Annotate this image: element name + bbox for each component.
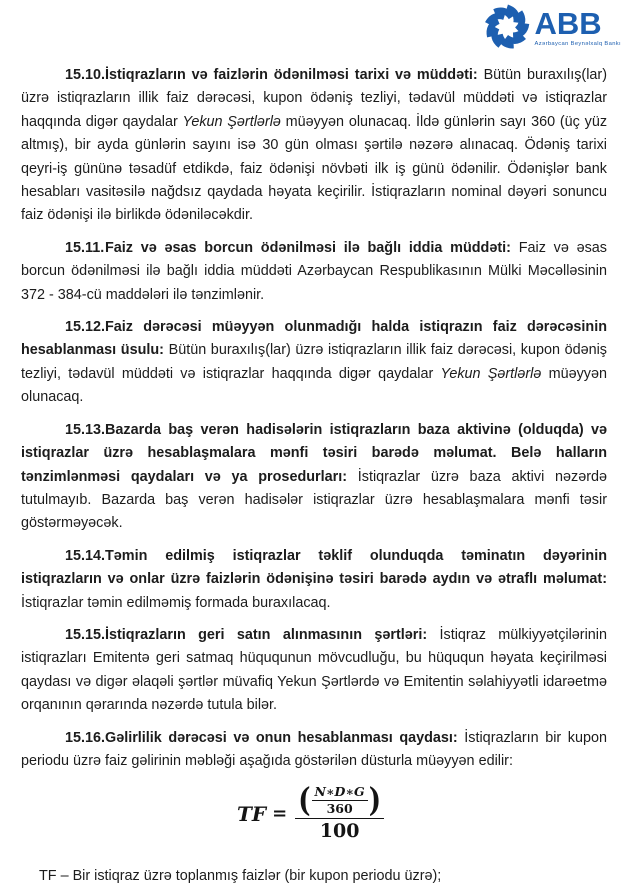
- open-paren: (: [298, 782, 311, 820]
- paragraph-text: İstiqrazların bir kupon periodu üzrə faiz gəlirinin məbləği aşağıda göstərilən düsturla müəyyən edilir:: [21, 729, 607, 769]
- logo-text-block: [535, 2, 621, 48]
- paragraph-15-13: [21, 419, 607, 536]
- formula-outer-fraction: [295, 782, 384, 843]
- paragraph-number: 15.13.: [65, 421, 106, 438]
- paragraph-text: Faiz və əsas borcun ödənilməsi ilə bağlı iddia müddəti Azərbaycan Respublikasının Mülki Məcəlləsinin 372 - 384-cü maddələri ilə tənzimlənir.: [21, 239, 608, 303]
- paragraph-heading: Təmin edilmiş istiqrazlar təklif olunduqda təminatın dəyərinin istiqrazların və onlar üzrə faizlərin ödənişinə təsiri barədə aydın və ətraflı məlumat:: [21, 547, 607, 588]
- formula-equals-sign: =: [272, 803, 288, 825]
- paragraph-text: Bütün buraxılış(lar) üzrə istiqrazların illik faiz dərəcəsi, kupon ödəniş tezliyi, tədavül müddəti və istiqrazlar haqqında digər qaydalar: [21, 67, 607, 130]
- close-paren: ): [368, 782, 382, 820]
- paragraph-text: İstiqrazlar təmin edilməmiş formada buraxılacaq.: [21, 594, 331, 611]
- formula-inner-fraction: [312, 785, 368, 816]
- paragraph-15-12: [21, 316, 607, 410]
- paragraph-number: 15.14.: [65, 547, 106, 564]
- paragraph-number: 15.15.: [65, 626, 106, 643]
- logo-subtitle: Azərbaycan Beynəlxalq Bankı: [534, 41, 621, 47]
- abb-swirl-icon: [481, 2, 533, 52]
- paragraph-number: 15.11.: [65, 239, 105, 256]
- formula-lhs: TF: [237, 801, 267, 826]
- paragraph-number: 15.12.: [65, 319, 106, 336]
- formula-inner-denominator: 360: [326, 801, 353, 817]
- paragraph-text-italic: Yekun Şərtlərlə: [440, 365, 542, 382]
- coupon-interest-formula: [237, 782, 384, 843]
- paragraph-heading: Bazarda baş verən hadisələrin istiqrazların baza aktivinə (olduqda) və istiqrazlar üzrə hesablaşmalara mənfi təsiri barədə məlumat. Belə halların tənzimlənməsi qaydaları və ya prosedurları:: [21, 421, 607, 485]
- paragraph-text: müəyyən olunacaq.: [21, 365, 607, 406]
- formula-outer-denominator: 100: [319, 820, 360, 843]
- paragraph-number: 15.10.: [65, 67, 106, 83]
- paragraph-heading: Faiz və əsas borcun ödənilməsi ilə bağlı iddia müddəti:: [105, 239, 511, 256]
- paragraph-15-11: [21, 237, 607, 307]
- paragraph-text: müəyyən olunacaq. İldə günlərin sayı 360 (üç yüz altmış), bir ayda günlərin sayını isə 30 gün olması şərtilə nəzərə alınacaq. Ödəniş tarixi qeyri-iş gününə təsadüf etdikdə, faiz ödənişi növbəti ilk iş günü ödənilir. Ödənişlər bank hesabları vasitəsilə nağdsız qaydada həyata keçirilir. İstiqrazların nominal dəyəri sonuncu faiz ödənişi ilə birlikdə ödəniləcəkdir.: [21, 113, 608, 224]
- paragraph-heading: Gəlirlilik dərəcəsi və onun hesablanması qaydası:: [105, 729, 458, 746]
- formula-outer-numerator: [295, 782, 384, 820]
- paragraph-15-15: [21, 624, 607, 718]
- paragraph-heading: İstiqrazların geri satın alınmasının şərtləri:: [105, 626, 428, 643]
- paragraph-15-16: [21, 727, 607, 774]
- formula-row: [237, 782, 607, 855]
- paragraph-heading: Faiz dərəcəsi müəyyən olunmadığı halda istiqrazın faiz dərəcəsinin hesablanması üsulu:: [21, 319, 607, 359]
- logo-brand-name: ABB: [534, 6, 602, 41]
- paragraph-number: 15.16.: [65, 729, 106, 746]
- formula-legend-tf: TF – Bir istiqraz üzrə toplanmış faizlər (bir kupon periodu üzrə);: [39, 868, 442, 885]
- paragraph-text: İstiqraz mülkiyyətçilərinin istiqrazları Emitentə geri satmaq hüququnun mövcudluğu, bu hüququn həyata keçirilməsi qaydası və digər əlaqəli şərtlər müvafiq Yekun Şərtlərdə və Emitentin səlahiyyətli idarəetmə orqanının qərarında nəzərdə tutula bilər.: [21, 626, 607, 714]
- abb-bank-logo: [481, 2, 621, 52]
- paragraph-15-10: [21, 64, 607, 228]
- paragraph-text-italic: Yekun Şərtlərlə: [182, 113, 281, 130]
- paragraph-text: İstiqrazlar üzrə baza aktivi nəzərdə tutulmayıb. Bazarda baş verən hadisələr istiqrazlar üzrə hesablaşmalara mənfi təsir göstərməyəcək.: [21, 468, 607, 532]
- paragraph-15-14: [21, 545, 607, 615]
- paragraph-heading: İstiqrazların və faizlərin ödənilməsi tarixi və müddəti:: [105, 67, 478, 83]
- formula-inner-numerator: N∗D∗G: [312, 785, 368, 801]
- paragraph-text: Bütün buraxılış(lar) üzrə istiqrazların illik faiz dərəcəsi, kupon ödəniş tezliyi, tədavül müddəti və istiqrazlar haqqında digər qaydalar: [21, 342, 608, 382]
